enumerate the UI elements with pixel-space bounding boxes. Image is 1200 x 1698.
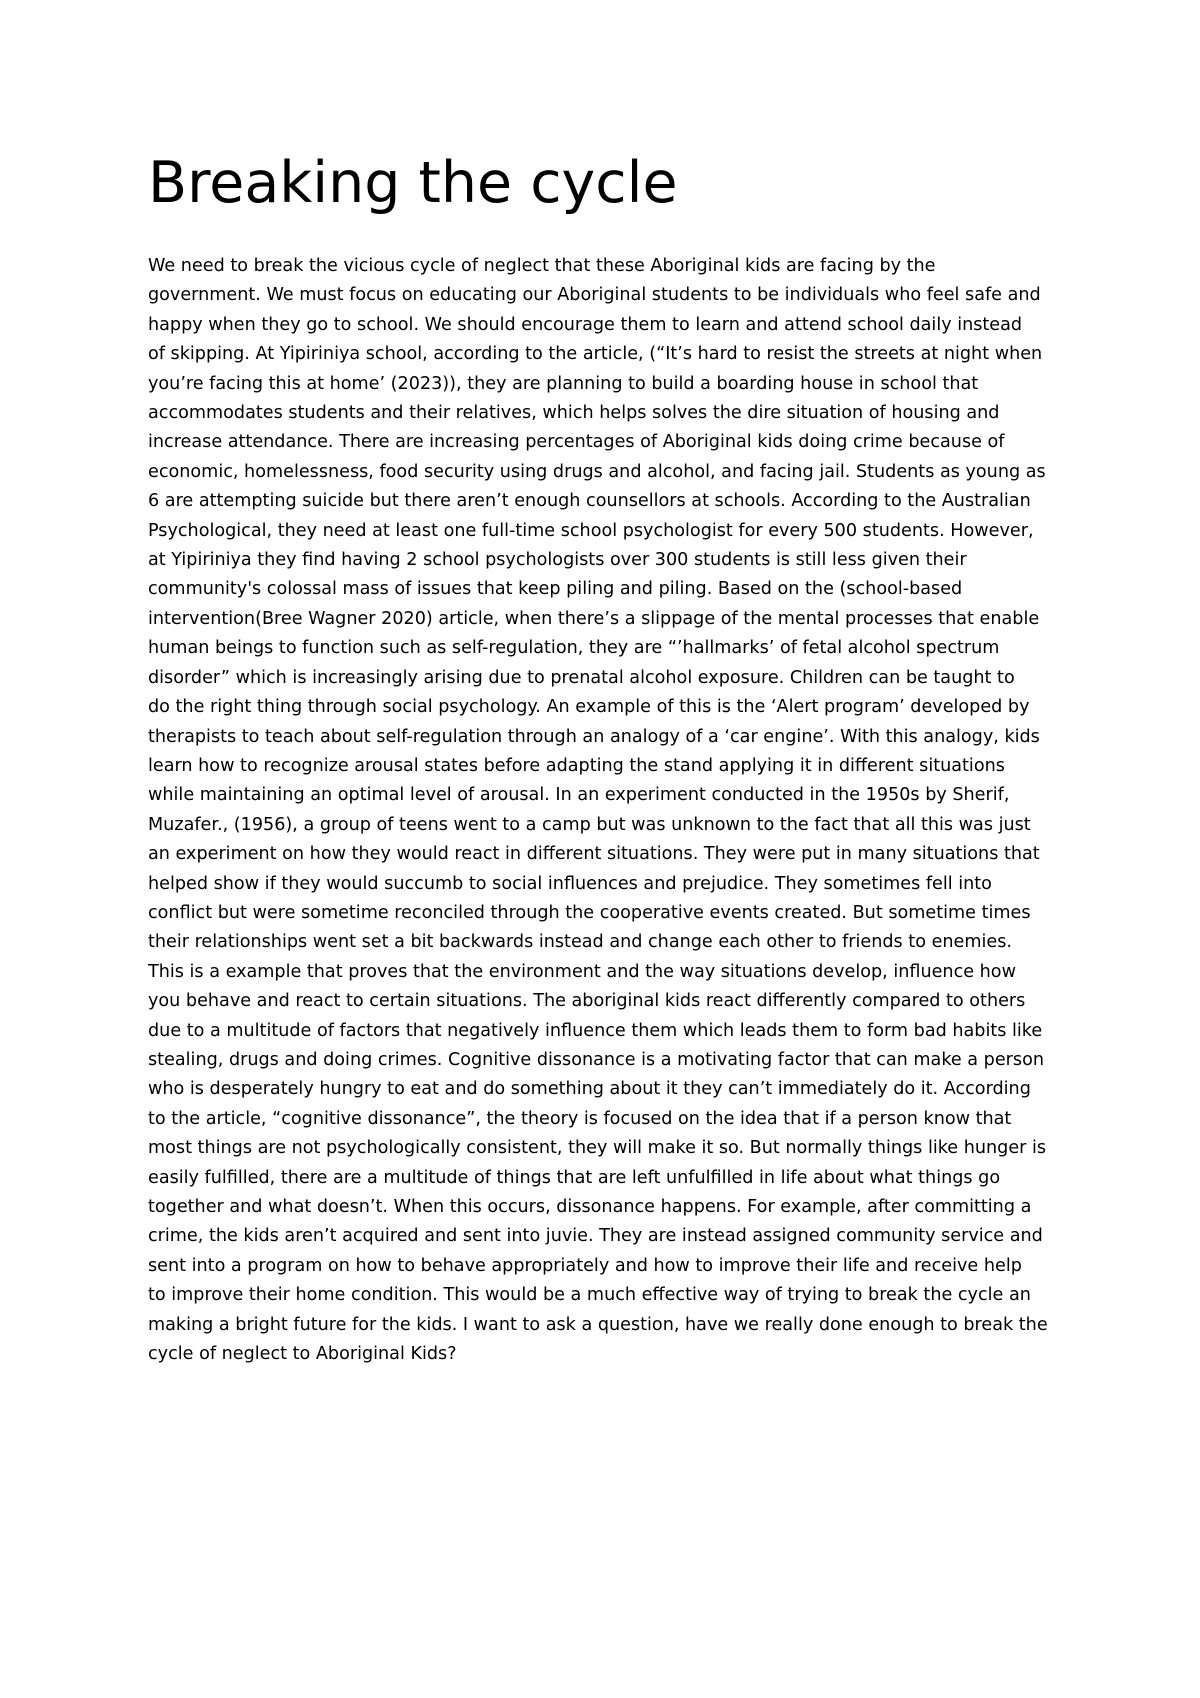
paragraph-line: who is desperately hungry to eat and do something about it they can’t immediately do it. According xyxy=(148,1079,1031,1100)
paragraph-line: due to a multitude of factors that negatively influence them which leads them to form bad habits like xyxy=(148,1020,1043,1041)
document-title: Breaking the cycle xyxy=(148,150,678,216)
paragraph-line: disorder” which is increasingly arising due to prenatal alcohol exposure. Children can be taught to xyxy=(148,667,1015,688)
paragraph-line: Muzafer., (1956), a group of teens went to a camp but was unknown to the fact that all this was just xyxy=(148,814,1031,835)
paragraph-line: cycle of neglect to Aboriginal Kids? xyxy=(148,1344,457,1365)
paragraph-line: at Yipiriniya they find having 2 school psychologists over 300 students is still less given their xyxy=(148,550,967,571)
paragraph-line: easily fulfilled, there are a multitude of things that are left unfulfilled in life about what things go xyxy=(148,1167,1001,1188)
paragraph-line: human beings to function such as self-regulation, they are “’hallmarks’ of fetal alcohol spectrum xyxy=(148,638,1000,659)
paragraph-line: most things are not psychologically consistent, they will make it so. But normally things like hunger is xyxy=(148,1138,1047,1159)
paragraph-line: accommodates students and their relatives, which helps solves the dire situation of housing and xyxy=(148,403,1000,424)
paragraph-line: making a bright future for the kids. I want to ask a question, have we really done enough to break the xyxy=(148,1314,1048,1335)
paragraph-line: you behave and react to certain situations. The aboriginal kids react differently compared to others xyxy=(148,991,1026,1012)
document-page xyxy=(148,150,1068,1369)
paragraph-line: 6 are attempting suicide but there aren’t enough counsellors at schools. According to the Australian xyxy=(148,491,1031,512)
paragraph-line: therapists to teach about self-regulation through an analogy of a ‘car engine’. With this analogy, kids xyxy=(148,726,1040,747)
paragraph-line: happy when they go to school. We should encourage them to learn and attend school daily instead xyxy=(148,314,1023,335)
paragraph-line: while maintaining an optimal level of arousal. In an experiment conducted in the 1950s by Sherif, xyxy=(148,785,1010,806)
paragraph-line: do the right thing through social psychology. An example of this is the ‘Alert program’ developed by xyxy=(148,697,1030,718)
paragraph-line: intervention(Bree Wagner 2020) article, when there’s a slippage of the mental processes that enable xyxy=(148,608,1040,629)
paragraph-line: We need to break the vicious cycle of neglect that these Aboriginal kids are facing by the xyxy=(148,256,936,276)
paragraph-line: their relationships went set a bit backwards instead and change each other to friends to enemies. xyxy=(148,932,1012,953)
paragraph-line: increase attendance. There are increasing percentages of Aboriginal kids doing crime because of xyxy=(148,432,1005,453)
paragraph-line: economic, homelessness, food security using drugs and alcohol, and facing jail. Students as young as xyxy=(148,461,1046,482)
paragraph-line: to the article, “cognitive dissonance”, the theory is focused on the idea that if a person know that xyxy=(148,1108,1012,1129)
paragraph-line: you’re facing this at home’ (2023)), they are planning to build a boarding house in school that xyxy=(148,373,979,394)
paragraph-line: an experiment on how they would react in different situations. They were put in many situations that xyxy=(148,844,1040,865)
paragraph-line: sent into a program on how to behave appropriately and how to improve their life and receive help xyxy=(148,1255,1022,1276)
paragraph-line: to improve their home condition. This would be a much effective way of trying to break the cycle an xyxy=(148,1285,1031,1306)
paragraph-line: government. We must focus on educating our Aboriginal students to be individuals who feel safe and xyxy=(148,285,1041,306)
paragraph-line: stealing, drugs and doing crimes. Cognitive dissonance is a motivating factor that can make a person xyxy=(148,1049,1044,1070)
paragraph-line: crime, the kids aren’t acquired and sent into juvie. They are instead assigned community service and xyxy=(148,1226,1043,1247)
paragraph-line: learn how to recognize arousal states before adapting the stand applying it in different situations xyxy=(148,755,1005,776)
paragraph-line: together and what doesn’t. When this occurs, dissonance happens. For example, after committing a xyxy=(148,1197,1032,1217)
paragraph-line: of skipping. At Yipiriniya school, according to the article, (“It’s hard to resist the streets at night when xyxy=(148,344,1043,365)
paragraph-line: Psychological, they need at least one full-time school psychologist for every 500 students. However, xyxy=(148,520,1034,541)
paragraph-line: conflict but were sometime reconciled through the cooperative events created. But sometime times xyxy=(148,902,1031,923)
body-paragraph xyxy=(148,252,1068,1369)
paragraph-line: This is a example that proves that the environment and the way situations develop, influence how xyxy=(148,961,1016,982)
paragraph-line: community's colossal mass of issues that keep piling and piling. Based on the (school-based xyxy=(148,579,963,600)
paragraph-line: helped show if they would succumb to social influences and prejudice. They sometimes fell into xyxy=(148,873,992,894)
